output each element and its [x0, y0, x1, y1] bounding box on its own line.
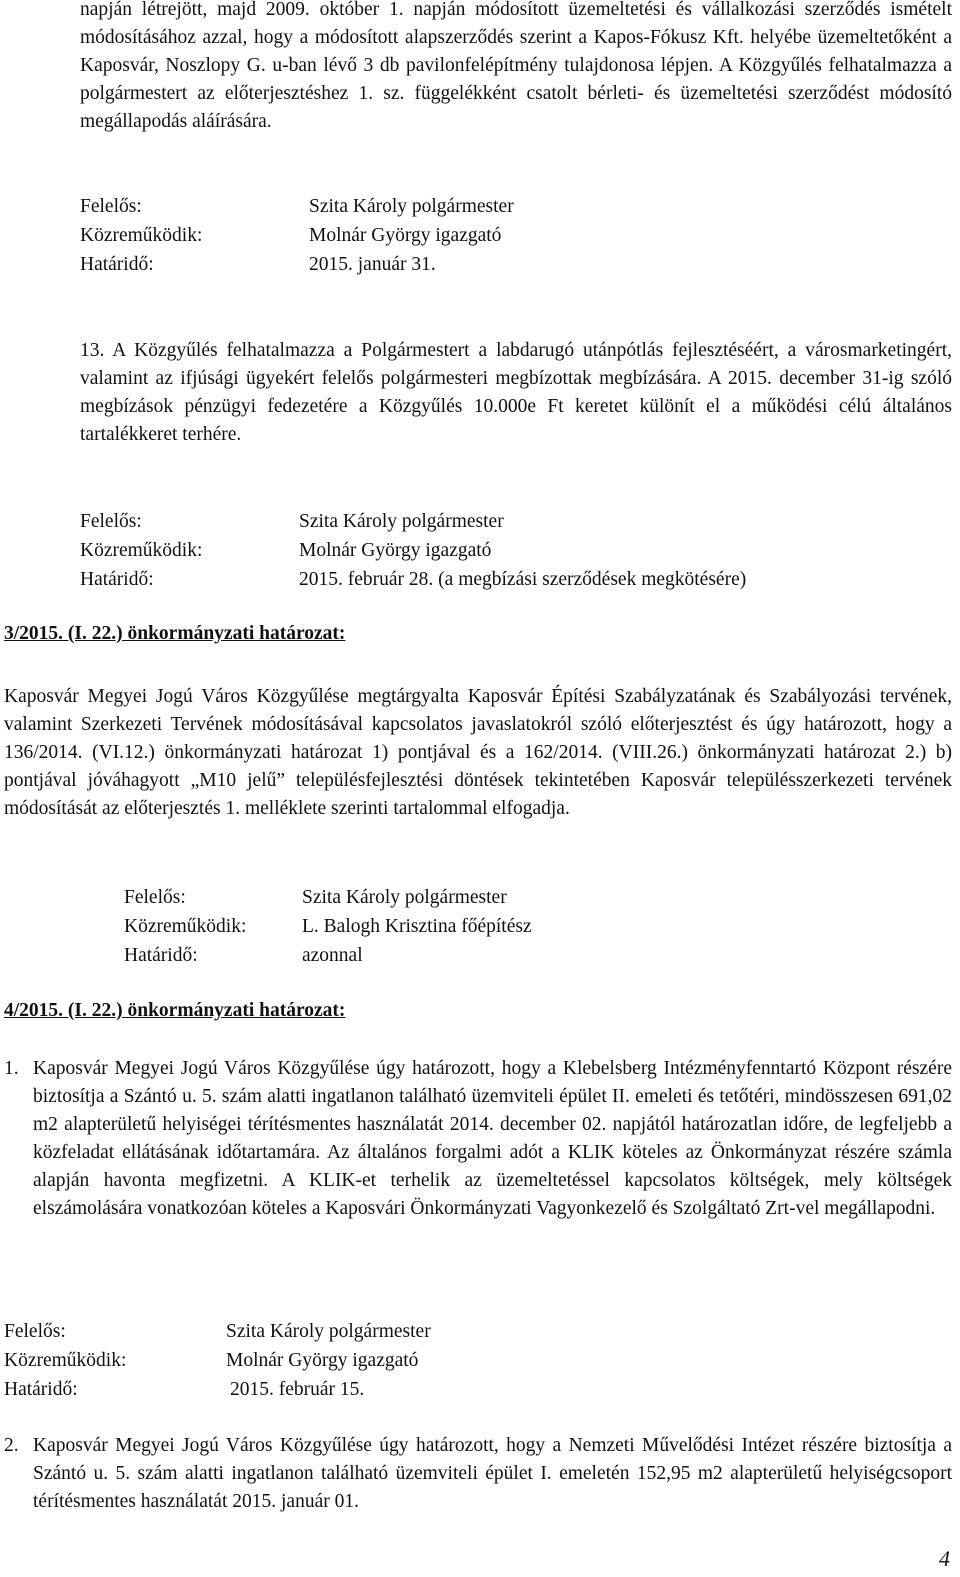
contributor-value: Molnár György igazgató	[299, 540, 492, 561]
responsible-value: Szita Károly polgármester	[299, 511, 504, 532]
resolution-item-1	[4, 1055, 952, 1223]
deadline-value: 2015. január 31.	[309, 254, 436, 275]
responsibility-block	[124, 883, 532, 970]
responsible-label: Felelős:	[124, 887, 186, 908]
responsibility-block	[4, 1317, 431, 1404]
deadline-label: Határidő:	[80, 254, 154, 275]
contributor-value: L. Balogh Krisztina főépítész	[302, 916, 532, 937]
resolution-point-13: 13. A Közgyűlés felhatalmazza a Polgármestert a labdarugó utánpótlás fejlesztéséért, a városmarketingért, valamint az ifjúsági ügyekért felelős polgármesteri megbízottak megbízására. A 2015. december 31-ig szóló megbízások pénzügyi fedezetére a Közgyűlés 10.000e Ft keretet különít el a működési célú általános tartalékkeret terhére.	[80, 340, 952, 445]
item-text: Kaposvár Megyei Jogú Város Közgyűlése úgy határozott, hogy a Nemzeti Művelődési Intézet részére biztosítja a Szántó u. 5. szám alatti ingatlanon található üzemviteli épület I. emeletén 152,95 m2 alapterületű helyiségcsoport térítésmentes használatát 2015. január 01.	[33, 1435, 952, 1512]
deadline-value: azonnal	[302, 945, 363, 966]
deadline-value: 2015. február 28. (a megbízási szerződések megkötésére)	[299, 569, 747, 590]
resolution-heading-4-2015: 4/2015. (I. 22.) önkormányzati határozat:	[4, 1000, 346, 1021]
responsible-value: Szita Károly polgármester	[302, 887, 507, 908]
responsible-label: Felelős:	[4, 1321, 66, 1342]
item-number: 2.	[4, 1435, 19, 1456]
deadline-label: Határidő:	[4, 1379, 78, 1400]
contributor-label: Közreműködik:	[4, 1350, 127, 1371]
resolution-body-3-2015: Kaposvár Megyei Jogú Város Közgyűlése megtárgyalta Kaposvár Építési Szabályzatának és Szabályozási tervének, valamint Szerkezeti Tervének módosításával kapcsolatos javaslatokról szóló előterjesztést és úgy határozott, hogy a 136/2014. (VI.12.) önkormányzati határozat 1) pontjával és a 162/2014. (VIII.26.) önkormányzati határozat 2.) b) pontjával jóváhagyott „M10 jelű” településfejlesztési döntések tekintetében Kaposvár településszerkezeti tervének módosítását az előterjesztés 1. melléklete szerinti tartalommal elfogadja.	[4, 686, 952, 819]
contributor-label: Közreműködik:	[80, 225, 203, 246]
deadline-label: Határidő:	[80, 569, 154, 590]
responsible-label: Felelős:	[80, 511, 142, 532]
item-number: 1.	[4, 1058, 19, 1079]
resolution-item-2	[4, 1432, 952, 1516]
resolution-paragraph-continued: napján létrejött, majd 2009. október 1. napján módosított üzemeltetési és vállalkozási szerződés ismételt módosításához azzal, hogy a módosított alapszerződés szerint a Kapos-Fókusz Kft. helyébe üzemeltetőként a Kaposvár, Noszlopy G. u-ban lévő 3 db pavilonfelépítmény tulajdonosa lépjen. A Közgyűlés felhatalmazza a polgármestert az előterjesztéshez 1. sz. függelékként csatolt bérleti- és üzemeltetési szerződést módosító megállapodás aláírására.	[80, 0, 952, 132]
responsible-label: Felelős:	[80, 196, 142, 217]
deadline-label: Határidő:	[124, 945, 198, 966]
contributor-value: Molnár György igazgató	[226, 1350, 419, 1371]
contributor-label: Közreműködik:	[80, 540, 203, 561]
resolution-heading-3-2015: 3/2015. (I. 22.) önkormányzati határozat:	[4, 623, 346, 644]
contributor-label: Közreműködik:	[124, 916, 247, 937]
contributor-value: Molnár György igazgató	[309, 225, 502, 246]
deadline-value: 2015. február 15.	[230, 1379, 365, 1400]
responsible-value: Szita Károly polgármester	[226, 1321, 431, 1342]
responsibility-block	[80, 507, 746, 594]
item-text: Kaposvár Megyei Jogú Város Közgyűlése úgy határozott, hogy a Klebelsberg Intézményfenntartó Központ részére biztosítja a Szántó u. 5. szám alatti ingatlanon található üzemviteli épület II. emeleti és tetőtéri, mindösszesen 691,02 m2 alapterületű helyiségei térítésmentes használatát 2014. december 02. napjától határozatlan időre, de legfeljebb a közfeladat ellátásának időtartamára. Az általános forgalmi adót a KLIK köteles az Önkormányzat részére számla alapján havonta megfizetni. A KLIK-et terhelik az üzemeltetéssel kapcsolatos költségek, mely költségek elszámolására vonatkozóan köteles a Kaposvári Önkormányzati Vagyonkezelő és Szolgáltató Zrt-vel megállapodni.	[33, 1058, 952, 1219]
responsible-value: Szita Károly polgármester	[309, 196, 514, 217]
responsibility-block	[80, 192, 514, 279]
page-number: 4	[939, 1546, 950, 1571]
